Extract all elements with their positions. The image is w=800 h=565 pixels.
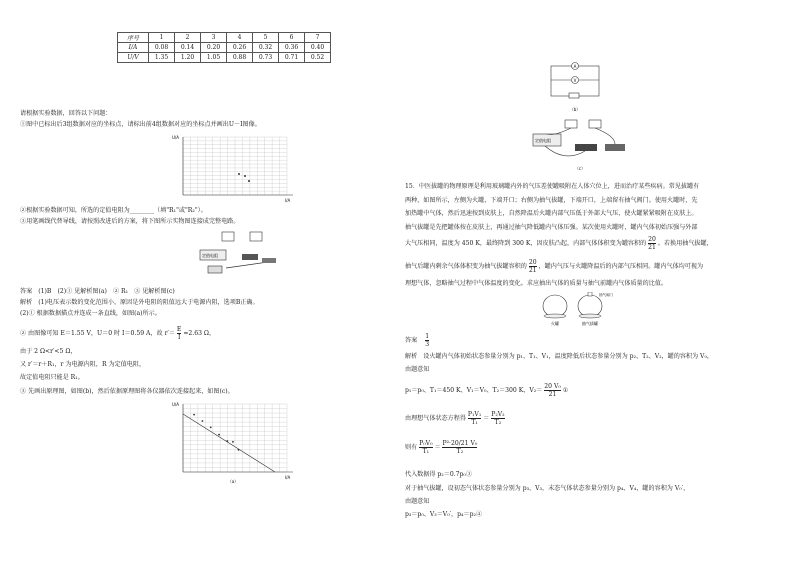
- table-cell: 1.35: [149, 53, 175, 63]
- analysis-15-4: 由理想气体状态方程得 $\frac{\text{P₁V₁}}{\text{T₁}}$ ＝ $\frac{\text{P₂V₂}}{\text{T₂}}$: [405, 411, 505, 426]
- data-point: [218, 434, 220, 436]
- table-cell: 0.14: [175, 43, 201, 53]
- data-point: [210, 426, 212, 428]
- svg-text:V: V: [573, 78, 577, 83]
- analysis-15-5: 则有 $\frac{\text{P₀V₀}}{\text{T₁}}$ ＝ $\frac{\text{P²·20/21 V₀}}{\text{T₂}}$: [405, 440, 478, 455]
- table-cell: 1.05: [201, 53, 227, 63]
- analysis-7: ③ 先画出原理图，如图(b)，然后依据原理图将各仪器依次连接起来，如图(c)。: [20, 388, 234, 395]
- resistor-label: 定值电阻: [202, 253, 218, 258]
- table-cell: 0.73: [253, 53, 279, 63]
- analysis-2: (2)① 根据数据描点并连成一条直线，如图(a)所示。: [20, 310, 161, 317]
- q15-line-6: 抽气后罐内剩余气体体积变为抽气拔罐容积的 $\frac{20}{21}$ ，罐内气压与火罐降温后的内部气压相同。罐内气体均可视为: [405, 259, 704, 274]
- table-cell: 4: [227, 33, 253, 43]
- analysis-15-7: 对于抽气拔罐，设初态气体状态参量分别为 p₃、V₃，末态气体状态参量分别为 p₄、V₄，罐的容积为 V₀′，: [405, 485, 690, 492]
- circuit-diagram-b: [545, 58, 605, 116]
- analysis-3: ② 由图像可知 E＝1.55 V，U＝0 时 I＝0.59 A，故 r′＝ $\frac{E}{I}$ ≈2.63 Ω，: [20, 326, 216, 341]
- analysis-1: 解析 (1)电压表示数的变化范围小，原因是外电阻的阻值远大于电源内阻，选项B正确。: [20, 299, 259, 306]
- y-axis-label: U/A: [171, 135, 179, 140]
- data-point: [244, 175, 246, 177]
- resistor-label-c: 定值电阻: [535, 138, 551, 143]
- table-cell: 0.88: [227, 53, 253, 63]
- pump-jar-label: 抽气拔罐: [582, 321, 598, 326]
- ui-graph-blank: [165, 133, 300, 203]
- figure-c-caption: （c）: [574, 166, 586, 171]
- table-header: 序号: [118, 33, 149, 43]
- analysis-15-1: 解析 设火罐内气体初始状态参量分别为 p₁、T₁、V₁，温度降低后状态参量分别为 p₂、T₂、V₂，罐的容积为 V₀，: [405, 353, 713, 360]
- cupping-jars-figure: [535, 292, 615, 328]
- question-1: ①图中已标出后3组数据对应的坐标点，请标出前4组数据对应的坐标点并画出U－I图像。: [20, 121, 261, 128]
- answer-15: 答案 $\frac{1}{3}$: [405, 333, 430, 348]
- table-cell: 7: [305, 33, 331, 43]
- q15-line-7: 理想气体，忽略抽气过程中气体温度的变化。求应抽出气体的质量与抽气前罐内气体质量的比值。: [405, 280, 668, 287]
- y-axis-label: U/A: [171, 402, 179, 407]
- table-cell: 2: [175, 33, 201, 43]
- figure-a-caption: （a）: [227, 479, 239, 484]
- fire-jar-label: 火罐: [551, 321, 559, 326]
- q15-line-3: 加热罐中气体，然后迅速按到皮肤上，自然降温后火罐内部气压低于外部大气压，使火罐紧紧吸附在皮肤上。: [405, 210, 698, 217]
- ui-graph-a: [165, 400, 300, 485]
- intro-text: 请根据实验数据，回答以下问题：: [20, 110, 112, 117]
- q15-line-1: 15．中医拔罐的物理原理是利用玻璃罐内外的气压差使罐吸附在人体穴位上，进而治疗某些疾病。常见拔罐有: [405, 183, 700, 190]
- table-cell: 0.26: [227, 43, 253, 53]
- analysis-15-9: p₃＝p₀、V₃＝V₀′，p₄＝p₂④: [405, 511, 483, 518]
- table-cell: 0.40: [305, 43, 331, 53]
- data-point: [232, 441, 234, 443]
- x-axis-label: I/A: [285, 475, 291, 480]
- data-point: [193, 414, 195, 416]
- q15-line-4: 抽气拔罐是先把罐体按在皮肤上，再通过抽气降低罐内气体压强。某次使用火罐时，罐内气体初始压强与外部: [405, 224, 698, 231]
- apparatus-sketch: [190, 228, 290, 278]
- analysis-15-8: 由题意知: [405, 498, 430, 505]
- table-cell: 0.71: [279, 53, 305, 63]
- table-cell: 0.52: [305, 53, 331, 63]
- table-cell: 0.08: [149, 43, 175, 53]
- table-cell: 5: [253, 33, 279, 43]
- data-point: [226, 440, 228, 442]
- question-3: ③用笔画线代替导线，请按照改进后的方案，将下图所示实物图连接成完整电路。: [20, 218, 240, 225]
- table-cell: 1: [149, 33, 175, 43]
- fit-line: [183, 414, 275, 472]
- table-row: [118, 53, 331, 63]
- answer-line: 答案 (1)B (2)① 见解析图(a) ② R₁ ③ 见解析图(c): [20, 288, 175, 295]
- data-table: [117, 32, 331, 63]
- analysis-4: 由于 2 Ω<r′<5 Ω，: [20, 348, 77, 355]
- table-cell: 0.20: [201, 43, 227, 53]
- data-point: [248, 180, 250, 182]
- q15-line-5: 大气压相同，温度为 450 K，最终降到 300 K，因皮肤凸起，内部气体体积变为罐容积的 $\frac{20}{21}$ 。若换用抽气拔罐，: [405, 236, 713, 251]
- table-row: [118, 33, 331, 43]
- valve-label: 抽气阀门: [599, 293, 613, 297]
- analysis-6: 故定值电阻只能是 R₁。: [20, 374, 84, 381]
- question-2: ②根据实验数据可知，所选的定值电阻为________（填"R₁"或"R₂"）。: [20, 207, 207, 214]
- apparatus-c: [525, 118, 635, 176]
- figure-b-caption: （b）: [569, 107, 581, 112]
- table-cell: 0.32: [253, 43, 279, 53]
- table-cell: 1.20: [175, 53, 201, 63]
- data-point: [238, 449, 240, 451]
- x-axis-label: I/A: [285, 198, 291, 203]
- table-cell: 3: [201, 33, 227, 43]
- table-cell: 6: [279, 33, 305, 43]
- analysis-15-3: p₁＝p₀、T₁＝450 K、V₁＝V₀、T₂＝300 K、V₂＝ $\frac{\text{20 V₀}}{21}$ ①: [405, 383, 569, 398]
- table-header: U/V: [118, 53, 149, 63]
- svg-text:A: A: [573, 64, 577, 69]
- q15-line-2: 两种，如图所示，左侧为火罐，下端开口；右侧为抽气拔罐，下端开口，上端留有抽气阀门。使用火罐时，先: [405, 197, 698, 204]
- analysis-15-2: 由题意知: [405, 366, 430, 373]
- data-point: [202, 420, 204, 422]
- table-header: I/A: [118, 43, 149, 53]
- analysis-5: 又 r′＝r＋R₁，r 为电源内阻，R 为定值电阻，: [20, 361, 146, 368]
- data-point: [238, 173, 240, 175]
- table-cell: 0.36: [279, 43, 305, 53]
- table-row: [118, 43, 331, 53]
- analysis-15-6: 代入数据得 p₂＝0.7p₀③: [405, 471, 472, 478]
